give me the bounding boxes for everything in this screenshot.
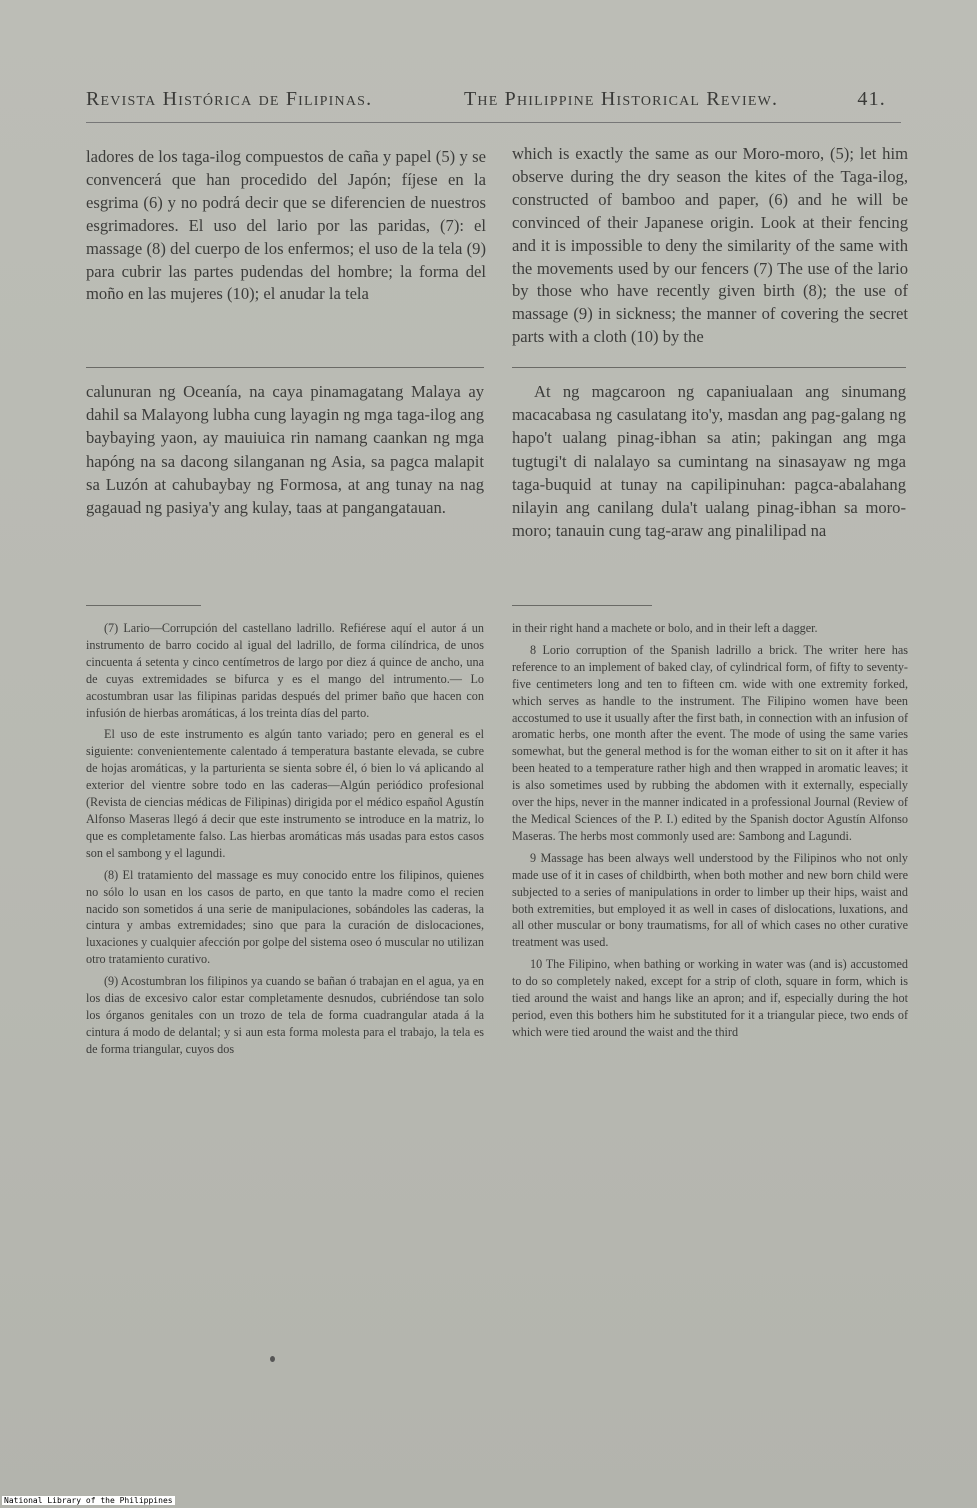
footnote-rule-left: [86, 605, 201, 606]
ink-speck: [270, 1356, 275, 1362]
footnote-8-en: 8 Lorio corruption of the Spanish ladrillo a brick. The writer here has reference to an implement of baked clay, of cylindrical form, of fifty to seventy-five centimeters long and ten to fifteen cm. wide with one extremity forked, which serves as handle to the instrument. The Filipino women have been accostumed to use it usually after the first bath, in connection with an infusion of aromatic herbs, one month after the event. The mode of using the same varies somewhat, but the general method is for the woman either to sit on it after it has been heated to a temperature rather high and then wrapped in aromatic leaves; it is also sometimes used by rubbing the abdomen with it externally, especially over the hips, never in the manner indicated in a professional Journal (Review of the Medical Sciences of the P. I.) edited by the Spanish doctor Agustín Alfonso Maseras. The herbs most commonly used are: Sambong and Lagundi.: [512, 642, 908, 843]
spanish-top-column: [86, 146, 486, 306]
library-credit: National Library of the Philippines: [4, 1496, 173, 1505]
footnote-9-en: 9 Massage has been always well understood by the Filipinos who not only made use of it in cases of childbirth, when both mother and new born child were subjected to a series of manipulations in order to limber up their hips, waist and both extremities, but employed it as well in cases of dislocations, luxations, and all other muscular or bony traumatisms, for all of which cases no other curative treatment was used.: [512, 850, 908, 950]
header-english-title: The Philippine Historical Review.: [464, 88, 779, 110]
english-top-column: [512, 143, 908, 349]
tagalog-left-column: [86, 380, 484, 519]
tagalog-right-column: [512, 380, 906, 542]
header-rule: [86, 122, 901, 123]
footnote-10-en: 10 The Filipino, when bathing or working in water was (and is) accustomed to do so completely naked, except for a strip of cloth, square in form, which is tied around the waist and hangs like an apron; and if, especially during the hot period, even this bothers him he substituted for it a triangular piece, two ends of which were tied around the waist and the third: [512, 957, 908, 1039]
running-header: [86, 88, 906, 118]
page-number: 41.: [857, 88, 886, 110]
english-section-rule: [512, 367, 906, 368]
spanish-section-rule: [86, 367, 484, 368]
footnote-7-es: (7) Lario—Corrupción del castellano ladrillo. Refiérese aquí el autor á un instrumento de barro cocido al igual del ladrillo, de forma cilíndrica, de unos cincuenta á setenta y cinco centímetros de largo por diez á quince de ancho, una de cuyas extremidades se bifurca y es el mango del intrumento.— Lo acostumbran usar las filipinas paridas después del primer baño que hacen con infusión de hierbas aromáticas, á los treinta días del parto.: [86, 621, 484, 720]
footnote-7-es-cont: El uso de este instrumento es algún tanto variado; pero en general es el siguiente: convenientemente calentado á temperatura bastante elevada, se cubre de hojas aromáticas, y la parturienta se sienta sobre él, ó bien lo vá aplicando al exterior del vientre sobre todo en las caderas—Algún periódico profesional (Revista de ciencias médicas de Filipinas) dirigida por el médico español Agustín Alfonso Maseras llegó á decir que este instrumento se introduce en la matriz, lo que es completamente falso. Las hierbas aromáticas más usadas para estos casos son el sambong y el lagundi.: [86, 727, 484, 860]
english-top-paragraph: which is exactly the same as our Moro-moro, (5); let him observe during the dry season the kites of the Taga-ilog, constructed of bamboo and paper, (6) and he will be convinced of their Japanese origin. Look at their fencing and it is impossible to deny the similarity of the same with the movements used by our fencers (7) The use of the lario by those who have recently given birth (8); the use of massage (9) in sickness; the manner of covering the secret parts with a cloth (10) by the: [512, 144, 908, 347]
spanish-footnotes: [86, 620, 484, 1063]
footnote-8-es: (8) El tratamiento del massage es muy conocido entre los filipinos, quienes no sólo lo usan en los casos de parto, en que tanto la madre como el recien nacido son sometidos á una serie de manipulaciones, sobándoles las caderas, la cintura y ambas extremidades; sino que para la curación de dislocaciones, luxaciones y cualquier afección por golpe del sistema oseo ó muscular no utilizan otro tratamiento curativo.: [86, 867, 484, 967]
tagalog-right-paragraph: At ng magcaroon ng capaniualaan ang sinumang macacabasa ng casulatang ito'y, masdan ang pag-galang ng hapo't ualang pinag-ibhan sa atin; pakingan ang mga tugtugi't di nalalayo sa cumintang na sinasayaw ng mga taga-buquid at tunay na capilipinuhan: pagca-abalahang nilayin ang canilang dula't ualang pinag-ibhan sa moro-moro; tanauin cung tag-araw ang pinalilipad na: [512, 382, 906, 541]
spanish-top-paragraph: ladores de los taga-ilog compuestos de caña y papel (5) y se convencerá que han procedido del Japón; fíjese en la esgrima (6) y no podrá decir que se diferencien de nuestros esgrimadores. El uso del lario por las paridas, (7): el massage (8) del cuerpo de los enfermos; el uso de la tela (9) para cubrir las partes pudendas del hombre; la forma del moño en las mujeres (10); el anudar la tela: [86, 147, 486, 304]
footnote-9-es: (9) Acostumbran los filipinos ya cuando se bañan ó trabajan en el agua, ya en los dias de excesivo calor estar completamente desnudos, cubriéndose tan solo los órganos genitales con un trozo de tela de forma cuadrangular atada á la cintura á modo de delantal; y si aun esta forma molesta para el trabajo, la tela es de forma triangular, cuyos dos: [86, 974, 484, 1056]
english-footnotes: [512, 620, 908, 1046]
tagalog-left-paragraph: calunuran ng Oceanía, na caya pinamagatang Malaya ay dahil sa Malayong lubha cung layagin ng mga taga-ilog ang baybaying yaon, ay mauiuica rin namang caankan ng mga hapóng na sa dacong silanganan ng Asia, sa pagca malapit sa Luzón at cahubaybay ng Formosa, at ang tunay na nag gagauad ng pasiya'y ang kulay, taas at pangangatauan.: [86, 382, 484, 518]
footnote-cont-en: in their right hand a machete or bolo, and in their left a dagger.: [512, 621, 818, 635]
header-spanish-title: Revista Histórica de Filipinas.: [86, 88, 373, 110]
footnote-rule-right: [512, 605, 652, 606]
